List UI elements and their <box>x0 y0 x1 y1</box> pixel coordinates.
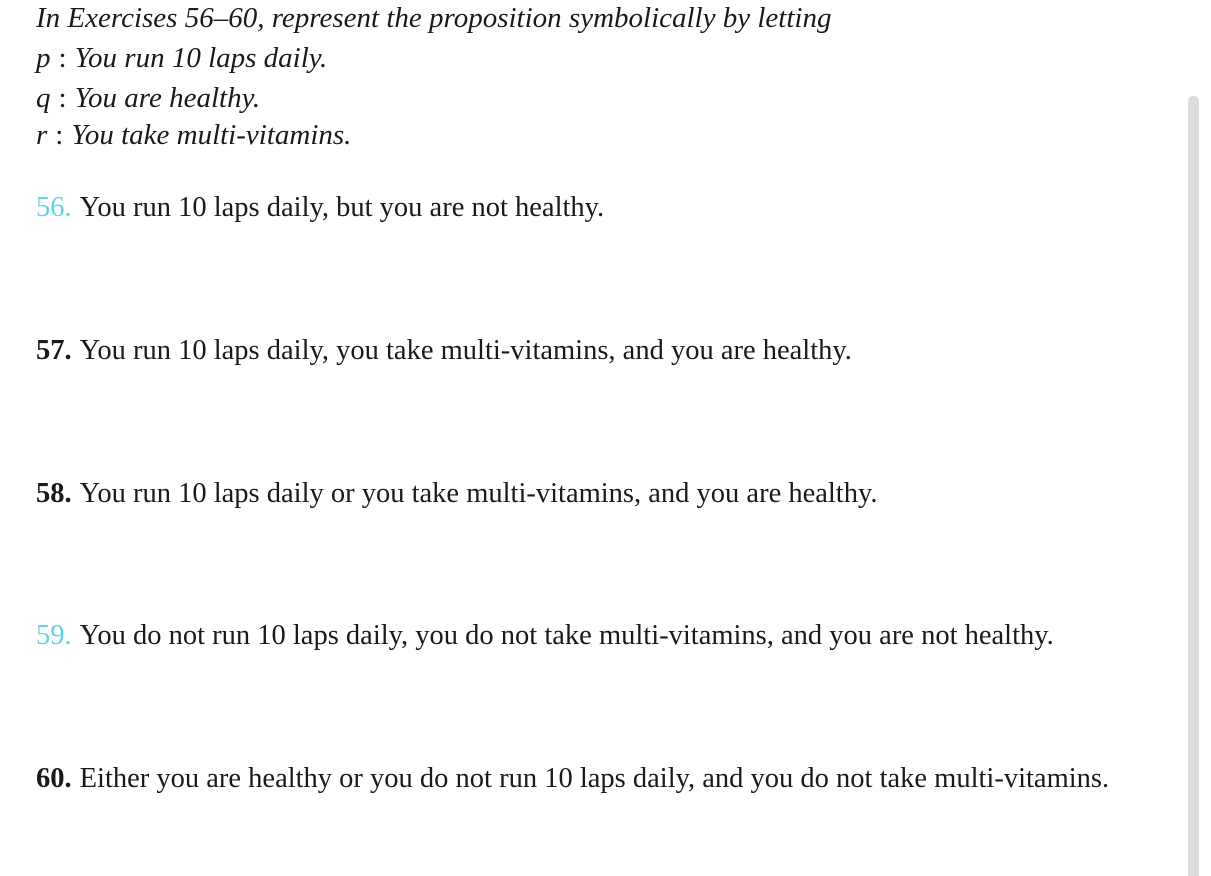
exercise-57 <box>36 337 852 366</box>
exercise-number: 58. <box>36 478 72 509</box>
definition-colon: : <box>55 119 64 151</box>
exercise-56 <box>36 194 604 223</box>
exercise-59 <box>36 622 1054 651</box>
exercise-text: You do not run 10 laps daily, you do not take multi-vitamins, and you are not healthy. <box>79 620 1054 651</box>
vertical-scrollbar[interactable] <box>1188 96 1199 876</box>
definition-text: You take multi-vitamins. <box>71 119 352 151</box>
definition-var: p <box>36 42 51 74</box>
exercise-number: 60. <box>36 763 72 794</box>
definition-text: You run 10 laps daily. <box>74 42 328 74</box>
exercise-text: You run 10 laps daily or you take multi-vitamins, and you are healthy. <box>79 478 878 509</box>
definition-text: You are healthy. <box>74 82 261 114</box>
exercise-number: 57. <box>36 335 72 366</box>
exercise-58 <box>36 480 878 509</box>
definition-q <box>36 84 260 113</box>
definition-r <box>36 121 351 150</box>
exercise-number[interactable]: 56. <box>36 192 72 223</box>
exercise-text: You run 10 laps daily, you take multi-vitamins, and you are healthy. <box>79 335 852 366</box>
definition-var: q <box>36 82 51 114</box>
definition-var: r <box>36 119 48 151</box>
exercise-text: You run 10 laps daily, but you are not healthy. <box>79 192 605 223</box>
definition-colon: : <box>58 82 67 114</box>
exercise-text: Either you are healthy or you do not run 10 laps daily, and you do not take multi-vitamins. <box>79 763 1110 794</box>
exercise-number[interactable]: 59. <box>36 620 72 651</box>
exercise-60 <box>36 765 1109 794</box>
intro-heading: In Exercises 56–60, represent the proposition symbolically by letting <box>36 2 832 34</box>
definition-colon: : <box>58 42 67 74</box>
definition-p <box>36 44 327 73</box>
